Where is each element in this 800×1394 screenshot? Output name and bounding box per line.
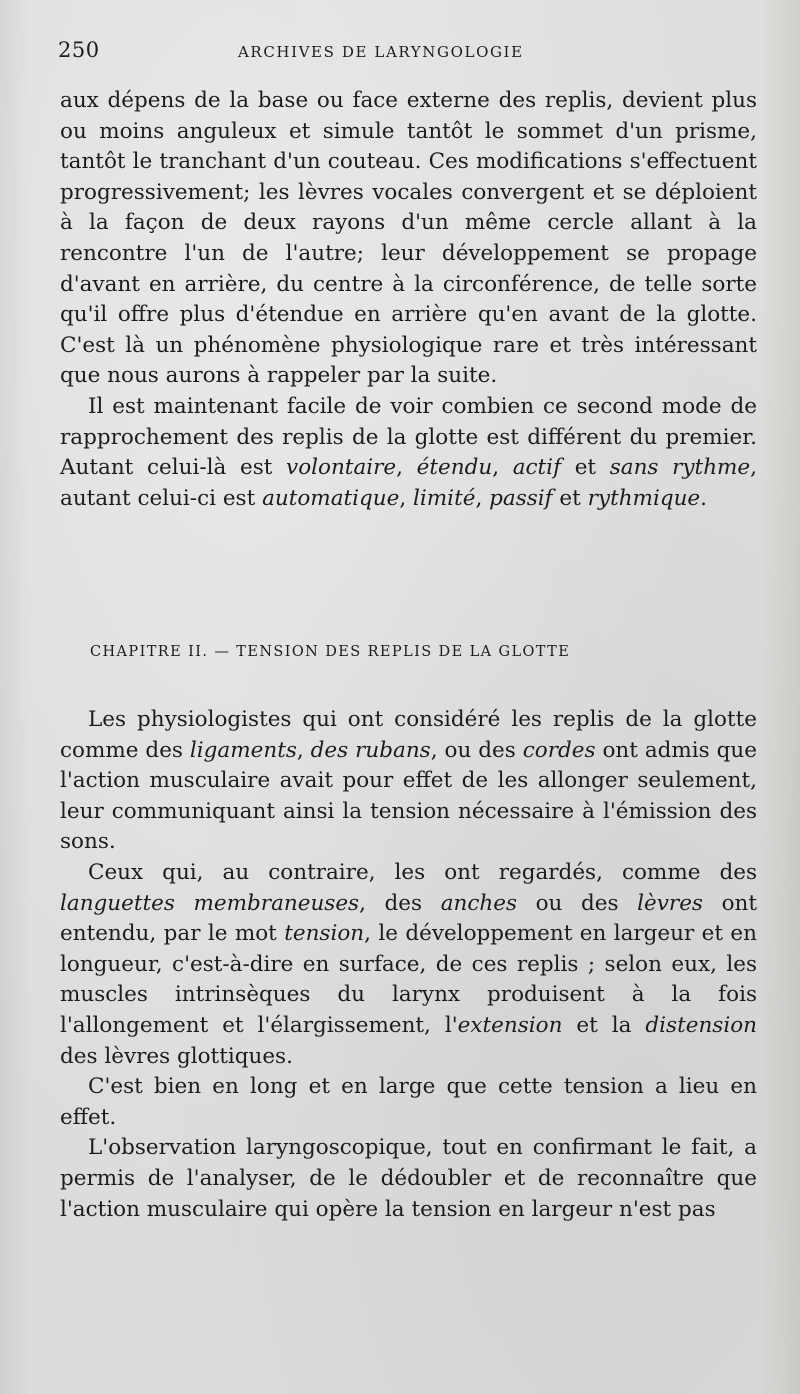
italic-term: lèvres	[637, 890, 703, 916]
text-run: .	[700, 485, 707, 511]
italic-term: ligaments	[189, 737, 297, 763]
italic-term: actif	[512, 455, 562, 481]
text-run: ou des	[517, 890, 638, 916]
running-head: ARCHIVES DE LARYNGOLOGIE	[238, 43, 524, 61]
paragraph-long-and-wide: C'est bien en long et en large que cette tension a lieu en effet.	[60, 1074, 757, 1130]
italic-term: sans rythme	[609, 455, 751, 481]
paragraph-physiologists	[60, 705, 757, 858]
text-run: et la	[562, 1012, 646, 1038]
italic-term: tension	[284, 921, 365, 947]
page-header	[58, 38, 758, 72]
italic-term: extension	[457, 1012, 563, 1038]
italic-term: cordes	[522, 737, 596, 763]
italic-term: étendu	[416, 455, 493, 481]
italic-term: rythmique	[587, 485, 701, 511]
paragraph-continuation: aux dépens de la base ou face externe des replis, devient plus ou moins anguleux et simule tantôt le sommet d'un prisme, tantôt le tranchant d'un couteau. Ces modifications s'effectuent progressivement; les lèvres vocales convergent et se déploient à la façon de deux rayons d'un même cercle allant à la rencontre l'un de l'autre; leur développement se propage d'avant en arrière, du centre à la circonférence, de telle sorte qu'il offre plus d'étendue en arrière qu'en avant de la glotte. C'est là un phénomène physiologique rare et très intéressant que nous aurons à rappeler par la suite.	[60, 88, 757, 389]
text-run: ,	[475, 485, 490, 511]
paragraph-observation: L'observation laryngoscopique, tout en confirmant le fait, a permis de l'analyser, de le dédoubler et de reconnaître que l'action musculaire qui opère la tension en largeur n'est pas	[60, 1135, 757, 1222]
italic-term: distension	[645, 1012, 757, 1038]
text-run: ,	[296, 737, 311, 763]
text-run: et	[552, 485, 588, 511]
text-run: , ou des	[430, 737, 523, 763]
italic-term: limité	[413, 485, 476, 511]
text-run: ,	[396, 455, 417, 481]
text-run: et	[561, 455, 610, 481]
italic-term: automatique	[262, 485, 400, 511]
page-number: 250	[58, 38, 100, 62]
italic-term: des rubans	[310, 737, 431, 763]
paragraph-comparison	[60, 392, 757, 514]
italic-term: anches	[440, 890, 517, 916]
italic-term: languettes membraneuses	[60, 890, 360, 916]
text-block-bottom	[60, 705, 757, 1225]
text-run: des lèvres glottiques.	[60, 1043, 293, 1069]
text-run: Les physiologistes qui ont considéré les replis de la glotte comme des	[60, 707, 757, 763]
text-run: ,	[399, 485, 414, 511]
paragraph-contrary-view	[60, 858, 757, 1072]
italic-term: volontaire	[286, 455, 397, 481]
text-run: , des	[359, 890, 441, 916]
text-run: ont entendu, par le mot	[60, 890, 757, 947]
text-run: , le développement en largeur et en longueur, c'est-à-dire en surface, de ces replis ; selon eux, les muscles intrinsèques du larynx produisent à la fois l'allongement et l'élargissement, l'	[60, 921, 757, 1038]
text-block-top	[60, 86, 757, 514]
text-run: ont admis que l'action musculaire avait pour effet de les allonger seulement, leur communiquant ainsi la tension nécessaire à l'émission des sons.	[60, 737, 757, 855]
italic-term: passif	[489, 485, 553, 511]
text-run: Ceux qui, au contraire, les ont regardés, comme des	[88, 859, 757, 885]
text-run: , autant celui-ci est	[60, 455, 757, 511]
chapter-heading: CHAPITRE II. — TENSION DES REPLIS DE LA GLOTTE	[90, 644, 571, 660]
text-run: Il est maintenant facile de voir combien ce second mode de rapprochement des replis de la glotte est différent du premier. Autant celui-là est	[60, 393, 757, 481]
text-run: ,	[492, 455, 513, 481]
